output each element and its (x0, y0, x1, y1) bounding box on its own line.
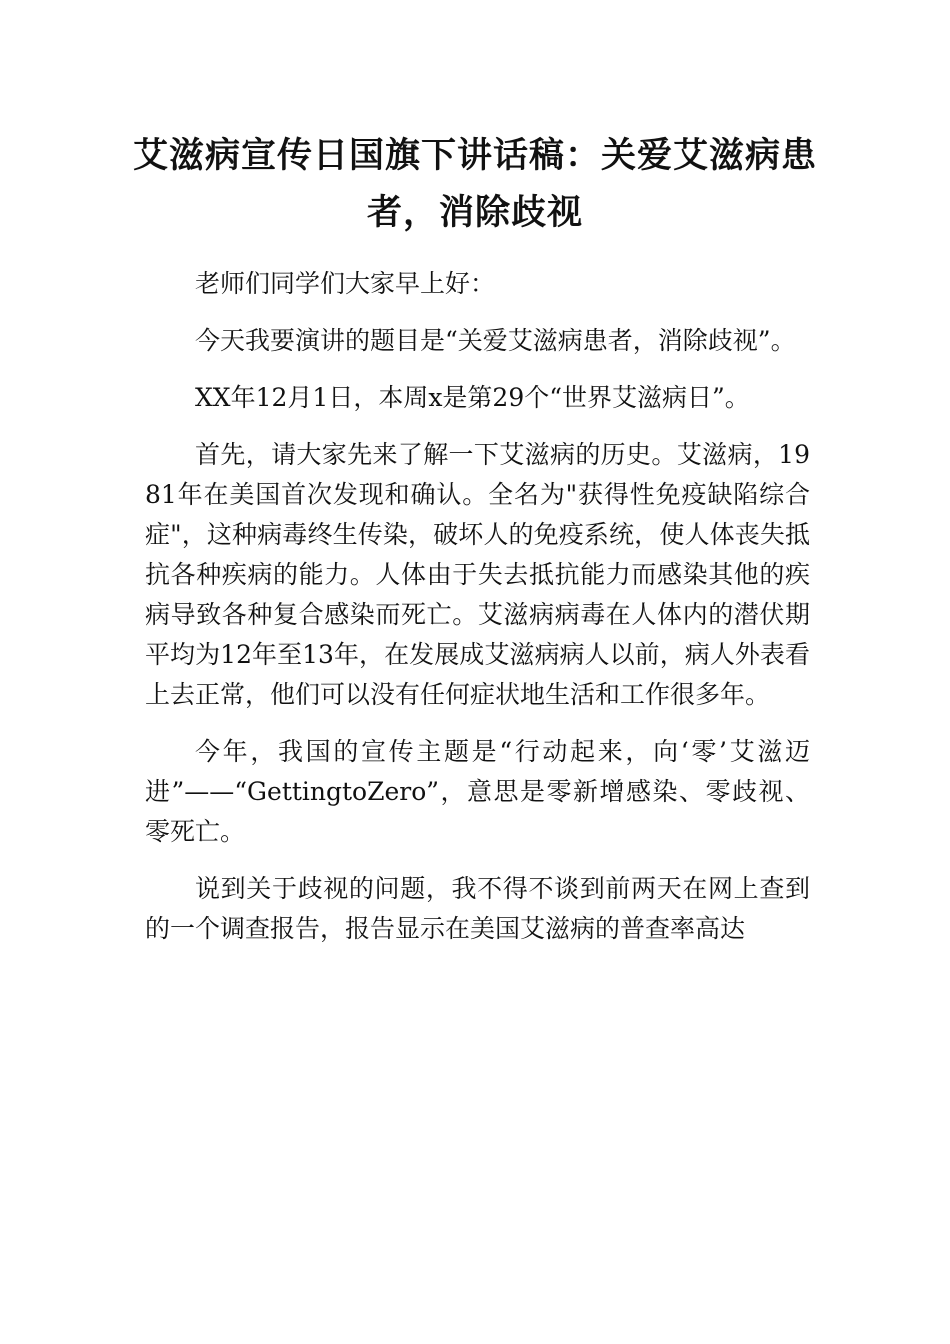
paragraph-date: XX年12月1日，本周x是第29个“世界艾滋病日”。 (195, 383, 750, 412)
paragraph-theme: 今年，我国的宣传主题是“行动起来，向‘零’艾滋迈进”——“GettingtoZero”，意思是零新增感染、零歧视、零死亡。 (145, 737, 810, 846)
paragraph-greeting: 老师们同学们大家早上好： (195, 269, 496, 298)
paragraph-topic: 今天我要演讲的题目是“关爱艾滋病患者，消除歧视”。 (195, 326, 796, 355)
paragraph-history: 首先，请大家先来了解一下艾滋病的历史。艾滋病，1981年在美国首次发现和确认。全名为"获得性免疫缺陷综合症"，这种病毒终生传染，破坏人的免疫系统，使人体丧失抵抗各种疾病的能力。人体由于失去抵抗能力而感染其他的疾病导致各种复合感染而死亡。艾滋病病毒在人体内的潜伏期平均为12年至13年，在发展成艾滋病病人以前，病人外表看上去正常，他们可以没有任何症状地生活和工作很多年。 (145, 440, 810, 709)
document-title: 艾滋病宣传日国旗下讲话稿：关爱艾滋病患者，消除歧视 (132, 136, 817, 233)
paragraph-discrimination: 说到关于歧视的问题，我不得不谈到前两天在网上查到的一个调查报告，报告显示在美国艾滋病的普查率高达 (145, 874, 810, 943)
document-body (145, 264, 810, 966)
